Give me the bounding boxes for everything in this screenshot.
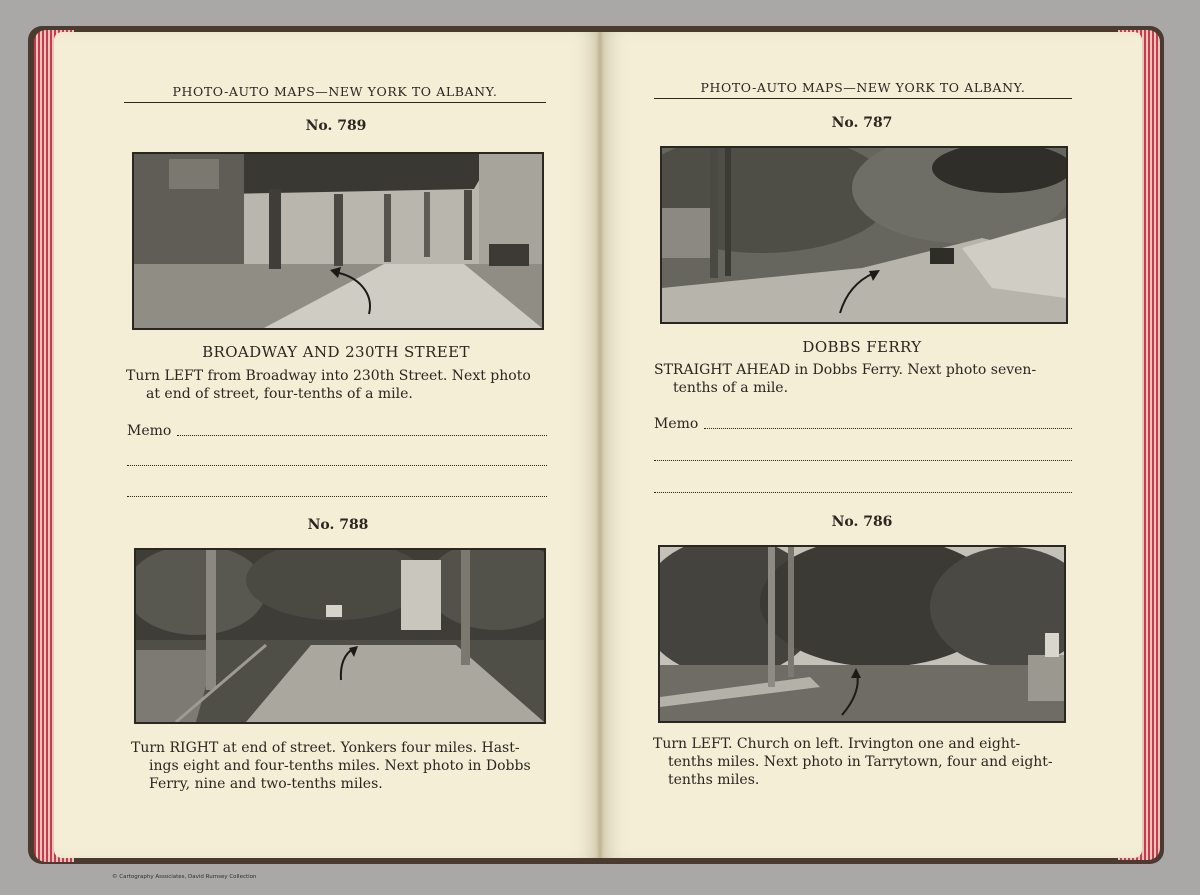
memo-dotted-line [654,492,1072,493]
directions-788-line1: Turn RIGHT at end of street. Yonkers four miles. Hast- [131,740,520,756]
photo-number-788: No. 788 [307,517,369,533]
right-running-head: PHOTO-AUTO MAPS—NEW YORK TO ALBANY. [654,80,1072,99]
memo-dotted-line [177,435,547,436]
memo-dotted-line [127,465,547,466]
memo-787 [654,416,1072,432]
memo-dotted-line [127,496,547,497]
directions-786-line1: Turn LEFT. Church on left. Irvington one and eight- [653,736,1021,752]
title-dobbs-ferry: DOBBS FERRY [802,338,922,356]
photo-number-786: No. 786 [831,514,893,530]
photo-number-787: No. 787 [831,115,893,131]
photo-788-road-and-bridge [134,548,546,724]
title-broadway-230th: BROADWAY AND 230TH STREET [202,343,470,361]
memo-789 [127,423,547,439]
directions-787-line2: tenths of a mile. [673,380,789,396]
photo-786-church-corner [658,545,1066,723]
directions-786-line3: tenths miles. [668,772,760,788]
directions-789-line2: at end of street, four-tenths of a mile. [146,386,413,402]
memo-dotted-line [704,428,1072,429]
photo-789-elevated-railway [132,152,544,330]
photo-787-dobbs-ferry-road [660,146,1068,324]
directions-788-line2: ings eight and four-tenths miles. Next photo in Dobbs [149,758,531,774]
directions-787-line1: STRAIGHT AHEAD in Dobbs Ferry. Next photo seven- [654,362,1037,378]
collection-credit: © Cartography Associates, David Rumsey Collection [112,874,257,880]
directions-789-line1: Turn LEFT from Broadway into 230th Street. Next photo [126,368,531,384]
directions-788-line3: Ferry, nine and two-tenths miles. [149,776,383,792]
left-running-head: PHOTO-AUTO MAPS—NEW YORK TO ALBANY. [124,84,546,103]
memo-label: Memo [654,416,699,432]
directions-786-line2: tenths miles. Next photo in Tarrytown, four and eight- [668,754,1053,770]
memo-dotted-line [654,460,1072,461]
photo-number-789: No. 789 [305,118,367,134]
book-gutter [596,32,604,858]
memo-label: Memo [127,423,172,439]
